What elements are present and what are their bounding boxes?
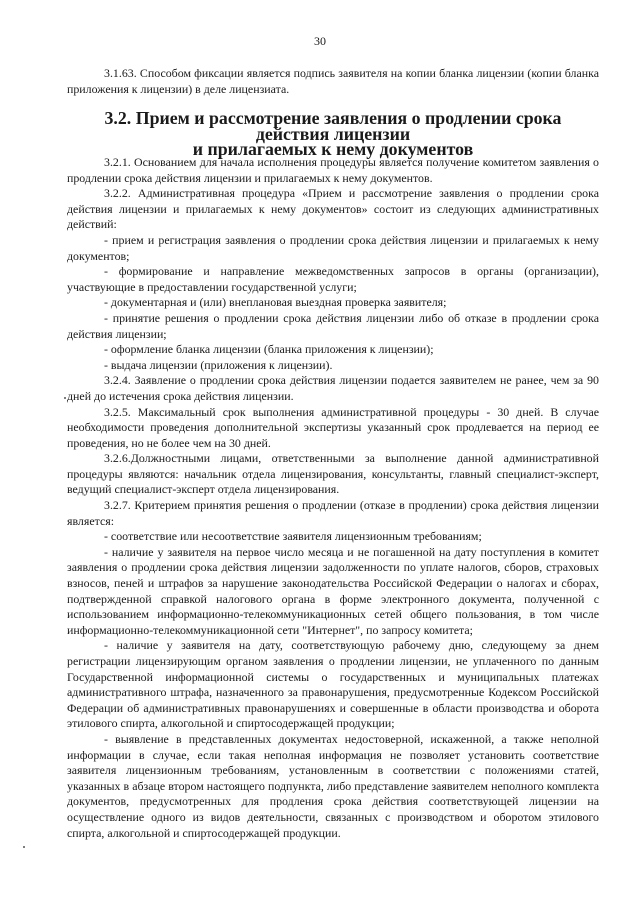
intro-block bbox=[67, 66, 599, 97]
paragraph-3-2-2: 3.2.2. Административная процедура «Прием и рассмотрение заявления о продлении срока действия лицензии и прилагаемых к нему документов» состоит из следующих административных действий: bbox=[67, 186, 599, 232]
body-block bbox=[67, 155, 599, 841]
paragraph-3-2-4: 3.2.4. Заявление о продлении срока действия лицензии подается заявителем не ранее, чем за 90 дней до истечения срока действия лицензии. bbox=[67, 373, 599, 403]
paragraph-3-2-5: 3.2.5. Максимальный срок выполнения административной процедуры - 30 дней. В случае необходимости проведения дополнительной экспертизы указанный срок продлевается на период ее проведения, но не более чем на 30 дней. bbox=[67, 404, 599, 450]
section-heading-line-1: 3.2. Прием и рассмотрение заявления о продлении срока действия лицензии bbox=[104, 108, 562, 144]
criterion-tax-debt: - наличие у заявителя на первое число месяца и не погашенной на дату поступления в комитет заявления о продлении срока действия лицензии задолженности по уплате налогов, сборов, страховых взносов, пеней и штрафов за нарушение законодательства Российской Федерации о налогах и сборах, подтвержденной справкой налогового органа в форме электронного документа, полученной с использованием информационно-телекоммуникационных сетей общего пользования, в том числе информационно-телекоммуникационной сети "Интернет", по запросу комитета; bbox=[67, 544, 599, 637]
list-item-requests: - формирование и направление межведомственных запросов в органы (организации), участвующие в предоставлении государственной услуги; bbox=[67, 264, 599, 294]
section-heading bbox=[67, 108, 599, 160]
list-item-decision: - принятие решения о продлении срока действия лицензии либо об отказе в продлении срока действия лицензии; bbox=[67, 310, 599, 341]
page-number: 30 bbox=[314, 34, 326, 48]
paragraph-3-2-7: 3.2.7. Критерием принятия решения о продлении (отказе в продлении) срока действия лицензии является: bbox=[67, 498, 599, 528]
scan-speck bbox=[64, 397, 66, 399]
list-item-inspection: - документарная и (или) внеплановая выездная проверка заявителя; bbox=[104, 295, 447, 310]
paragraph-3-2-6: 3.2.6.Должностными лицами, ответственными за выполнение данной административной процедуры являются: начальник отдела лицензирования, консультанты, главный специалист-эксперт, ведущий специалист-эксперт отдела лицензирования. bbox=[67, 451, 599, 497]
list-item-issuance: - выдача лицензии (приложения к лицензии). bbox=[104, 357, 333, 372]
criterion-compliance: - соответствие или несоответствие заявителя лицензионным требованиям; bbox=[104, 529, 482, 544]
scan-speck bbox=[23, 846, 25, 848]
criterion-unpaid-fine: - наличие у заявителя на дату, соответствующую рабочему дню, следующему за днем регистрации лицензирующим органом заявления о продлении лицензии, не уплаченного по данным Государственной информационной системы о государственных и муниципальных платежах административного штрафа, назначенного за правонарушения, предусмотренные Кодексом Российской Федерации об административных правонарушениях и совершенные в области производства и оборота этилового спирта, алкогольной и спиртосодержащей продукции; bbox=[67, 638, 599, 731]
list-item-form: - оформление бланка лицензии (бланка приложения к лицензии); bbox=[104, 342, 434, 357]
criterion-false-info: - выявление в представленных документах недостоверной, искаженной, а также неполной информации в случае, если такая неполная информация не позволяет установить соответствие заявителя лицензионным требованиям, установленным в соответствии с положениями статей, указанных в абзаце втором настоящего подпункта, либо представление заявителем неполного комплекта документов, предусмотренных для продления срока действия соответствующей лицензии на осуществление одного из видов деятельности, связанных с производством и оборотом этилового спирта, алкогольной и спиртосодержащей продукции. bbox=[67, 731, 599, 840]
intro-paragraph: 3.1.63. Способом фиксации является подпись заявителя на копии бланка лицензии (копии бланка приложения к лицензии) в деле лицензиата. bbox=[67, 66, 599, 96]
paragraph-3-2-1: 3.2.1. Основанием для начала исполнения процедуры является получение комитетом заявления о продлении срока действия лицензии и прилагаемых к нему документов. bbox=[67, 155, 599, 185]
section-heading-line-2: и прилагаемых к нему документов bbox=[192, 139, 474, 160]
list-item-reception: - прием и регистрация заявления о продлении срока действия лицензии и прилагаемых к нему документов; bbox=[67, 232, 599, 263]
